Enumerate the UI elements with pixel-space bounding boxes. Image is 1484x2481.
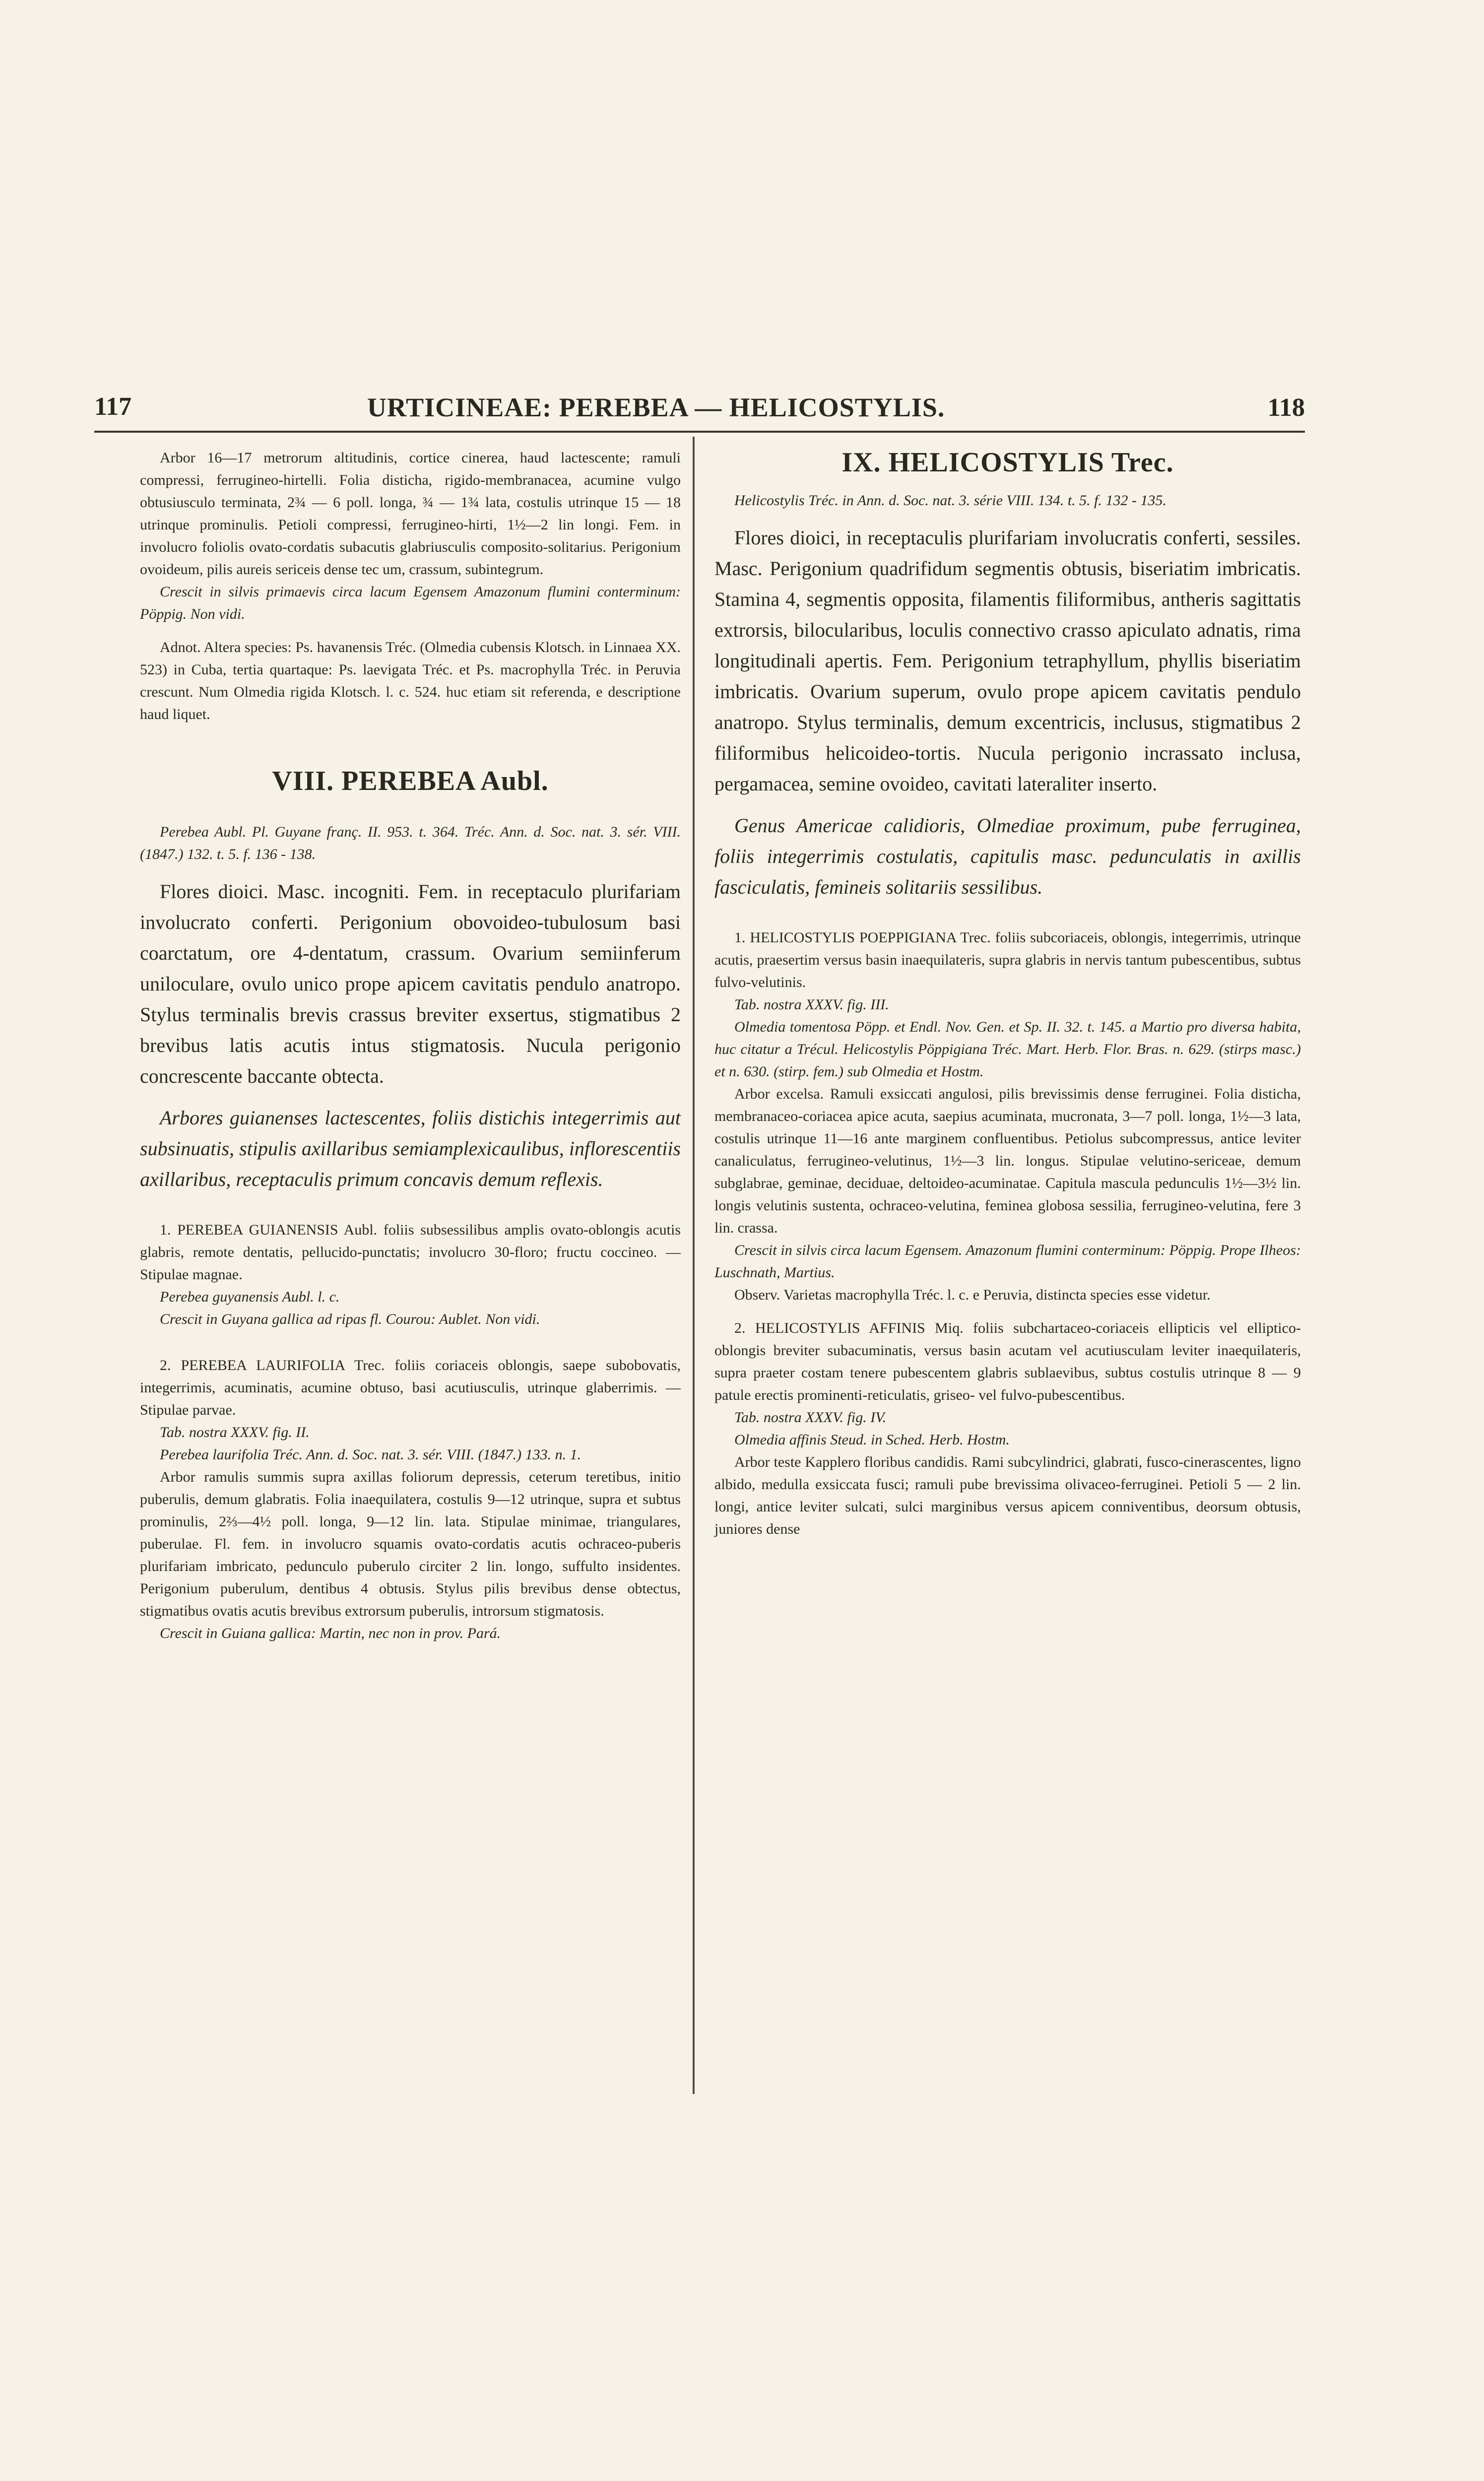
perebea-species-description: Arbor 16—17 metrorum altitudinis, cortice cinerea, haud lactescente; ramuli compressi, ferrugineo-hirtelli. Folia disticha, rigido-membranacea, acumine vulgo obtusiusculo terminata, 2¾ — 6 poll. longa, ¾ — 1¾ lata, costulis utrinque 15 — 18 utrinque prominulis. Petioli compressi, ferrugineo-hirti, 1½—2 lin longi. Fem. in involucro foliolis ovato-cordatis subacutis glabriusculis composito-solitarius. Perigonium ovoideum, pilis aureis sericeis dense tec um, crassum, subintegrum.	[140, 450, 681, 578]
genus-heading-perebea: VIII. PEREBEA Aubl.	[272, 766, 549, 796]
habitat-note: Crescit in silvis primaevis circa lacum Egensem Amazonum flumini conterminum: Pöppig. Non vidi.	[140, 584, 681, 622]
genus-reference: Perebea Aubl. Pl. Guyane franç. II. 953. t. 364. Tréc. Ann. d. Soc. nat. 3. sér. VIII. (1847.) 132. t. 5. f. 136 - 138.	[140, 824, 681, 862]
genus-reference: Helicostylis Tréc. in Ann. d. Soc. nat. 3. série VIII. 134. t. 5. f. 132 - 135.	[734, 492, 1167, 509]
species-2-description: Arbor ramulis summis supra axillas foliorum depressis, ceterum teretibus, initio puberulis, demum glabratis. Folia inaequilatera, costulis 9—12 utrinque, supra et subtus prominulis, 2⅔—4½ poll. longa, 9—12 lin. lata. Stipulae minimae, triangulares, puberulae. Fl. fem. in involucro squamis ovato-cordatis acutis ochraceo-puberis plurifariam imbricato, pedunculo puberulo circiter 2 lin. longo, suffulto insidentes. Perigonium puberulum, dentibus 4 obtusis. Stylus pilis brevibus dense obtectus, stigmatibus ovatis acutis brevibus extrorsum puberulis, introrsum stigmatosis.	[140, 1469, 681, 1619]
left-column	[140, 447, 681, 1644]
species-1-diagnosis: 1. HELICOSTYLIS POEPPIGIANA Trec. foliis subcoriaceis, oblongis, integerrimis, utrinque acutis, praesertim versus basin inaequilateris, supra glabris in nervis tantum pubescentibus, subtus fulvo-velutinis.	[714, 929, 1301, 990]
page-number-right: 118	[1267, 393, 1305, 422]
species-1-diagnosis: 1. PEREBEA GUIANENSIS Aubl. foliis subsessilibus amplis ovato-oblongis acutis glabris, remote dentatis, pellucido-punctatis; involucro 30-floro; fructu coccineo. — Stipulae magnae.	[140, 1222, 681, 1283]
species-2-plate: Tab. nostra XXXV. fig. II.	[160, 1424, 310, 1440]
genus-diagnosis: Flores dioici. Masc. incogniti. Fem. in receptaculo plurifariam involucrato conferti. Perigonium obovoideo-tubulosum basi coarctatum, ore 4-dentatum, crassum. Ovarium semiinferum uniloculare, ovulo unico prope apicem cavitatis pendulo anatropo. Stylus terminalis brevis crassus breviter exsertus, stigmatibus 2 brevibus latis acutis intus stigmatosis. Nucula perigonio concrescente baccante obtecta.	[140, 880, 681, 1087]
species-1-synonym: Perebea guyanensis Aubl. l. c.	[160, 1289, 340, 1305]
species-2-synonym: Olmedia affinis Steud. in Sched. Herb. Hostm.	[734, 1432, 1010, 1448]
column-divider	[693, 437, 695, 2094]
species-1-habitat: Crescit in silvis circa lacum Egensem. Amazonum flumini conterminum: Pöppig. Prope Ilheos: Luschnath, Martius.	[714, 1242, 1301, 1281]
genus-heading-helicostylis: IX. HELICOSTYLIS Trec.	[841, 447, 1174, 478]
species-2-habitat: Crescit in Guiana gallica: Martin, nec non in prov. Pará.	[160, 1625, 501, 1641]
annotation: Adnot. Altera species: Ps. havanensis Tréc. (Olmedia cubensis Klotsch. in Linnaea XX. 523) in Cuba, tertia quartaque: Ps. laevigata Tréc. et Ps. macrophylla Tréc. in Peruvia crescunt. Num Olmedia rigida Klotsch. l. c. 524. huc etiam sit referenda, e descriptione haud liquet.	[140, 639, 681, 722]
genus-diagnosis: Flores dioici, in receptaculis plurifariam involucratis conferti, sessiles. Masc. Perigonium quadrifidum segmentis obtusis, biseriatim imbricatis. Stamina 4, segmentis opposita, filamentis filiformibus, antheris sagittatis extrorsis, bilocularibus, loculis connectivo crasso apiculato adnatis, rima longitudinali apertis. Fem. Perigonium tetraphyllum, phyllis biseriatim imbricatis. Ovarium superum, ovulo prope apicem cavitatis pendulo anatropo. Stylus terminalis, demum excentricis, inclusus, stigmatibus 2 filiformibus helicoideo-tortis. Nucula perigonio incrassato inclusa, pergamacea, semine ovoideo, cavitati lateraliter inserto.	[714, 526, 1301, 795]
running-title: URTICINEAE: PEREBEA — HELICOSTYLIS.	[367, 392, 945, 422]
species-2-synonym: Perebea laurifolia Tréc. Ann. d. Soc. nat. 3. sér. VIII. (1847.) 133. n. 1.	[160, 1446, 581, 1463]
page-number-left: 117	[94, 392, 132, 421]
running-header	[94, 392, 1305, 427]
right-column	[714, 447, 1301, 1540]
genus-character: Genus Americae calidioris, Olmediae proximum, pube ferruginea, foliis integerrimis costulatis, capitulis masc. pedunculatis in axillis fasciculatis, femineis solitariis sessilibus.	[714, 814, 1301, 898]
species-2-description: Arbor teste Kapplero floribus candidis. Rami subcylindrici, glabrati, fusco-cinerascentes, ligno albido, medulla exsiccata fusci; ramuli pube brevissima olivaceo-ferruginei. Petioli 5 — 2 lin. longi, antice leviter sulcati, sulci marginibus versus apicem conniventibus, deorsum obtusis, juniores dense	[714, 1454, 1301, 1537]
species-1-habitat: Crescit in Guyana gallica ad ripas fl. Courou: Aublet. Non vidi.	[160, 1311, 540, 1327]
species-1-observation: Observ. Varietas macrophylla Tréc. l. c. e Peruvia, distincta species esse videtur.	[734, 1287, 1211, 1303]
species-2-diagnosis: 2. HELICOSTYLIS AFFINIS Miq. foliis subchartaceo-coriaceis ellipticis vel elliptico-oblongis breviter subacuminatis, versus basin acutam vel acutiusculam leviter inaequilateris, supra praeter costam tenere pubescentem glabris sublaevibus, subtus costulis utrinque 8 — 9 patule erectis prominenti-reticulatis, griseo- vel fulvo-pubescentibus.	[714, 1320, 1301, 1403]
species-1-synonym: Olmedia tomentosa Pöpp. et Endl. Nov. Gen. et Sp. II. 32. t. 145. a Martio pro diversa habita, huc citatur a Trécul. Helicostylis Pöppigiana Tréc. Mart. Herb. Flor. Bras. n. 629. (stirps masc.) et n. 630. (stirp. fem.) sub Olmedia et Hostm.	[714, 1019, 1301, 1080]
species-1-plate: Tab. nostra XXXV. fig. III.	[734, 996, 889, 1013]
species-1-description: Arbor excelsa. Ramuli exsiccati angulosi, pilis brevissimis dense ferruginei. Folia disticha, membranaceo-coriacea apice acuta, saepius acuminata, mucronata, 3—7 poll. longa, 1½—3 lata, costulis utrinque 11—16 ante marginem confluentibus. Petiolus subcompressus, antice leviter canaliculatus, ferrugineo-velutinus, 1½—3 lin. longus. Stipulae velutino-sericeae, demum subglabrae, geminae, deciduae, deltoideo-acuminatae. Capitula mascula pedunculis 1½—3½ lin. longis velutinis sustenta, ochraceo-velutina, feminea globosa sessilia, ferrugineo-velutina, fere 3 lin. crassa.	[714, 1086, 1301, 1236]
species-2-diagnosis: 2. PEREBEA LAURIFOLIA Trec. foliis coriaceis oblongis, saepe subobovatis, integerrimis, acuminatis, acumine obtuso, basi acutiusculis, utrinque glaberrimis. — Stipulae parvae.	[140, 1357, 681, 1418]
header-rule	[94, 431, 1305, 433]
genus-character: Arbores guianenses lactescentes, foliis distichis integerrimis aut subsinuatis, stipulis axillaribus semiamplexicaulibus, inflorescentiis axillaribus, receptaculis primum concavis demum reflexis.	[140, 1107, 681, 1190]
species-2-plate: Tab. nostra XXXV. fig. IV.	[734, 1409, 887, 1426]
